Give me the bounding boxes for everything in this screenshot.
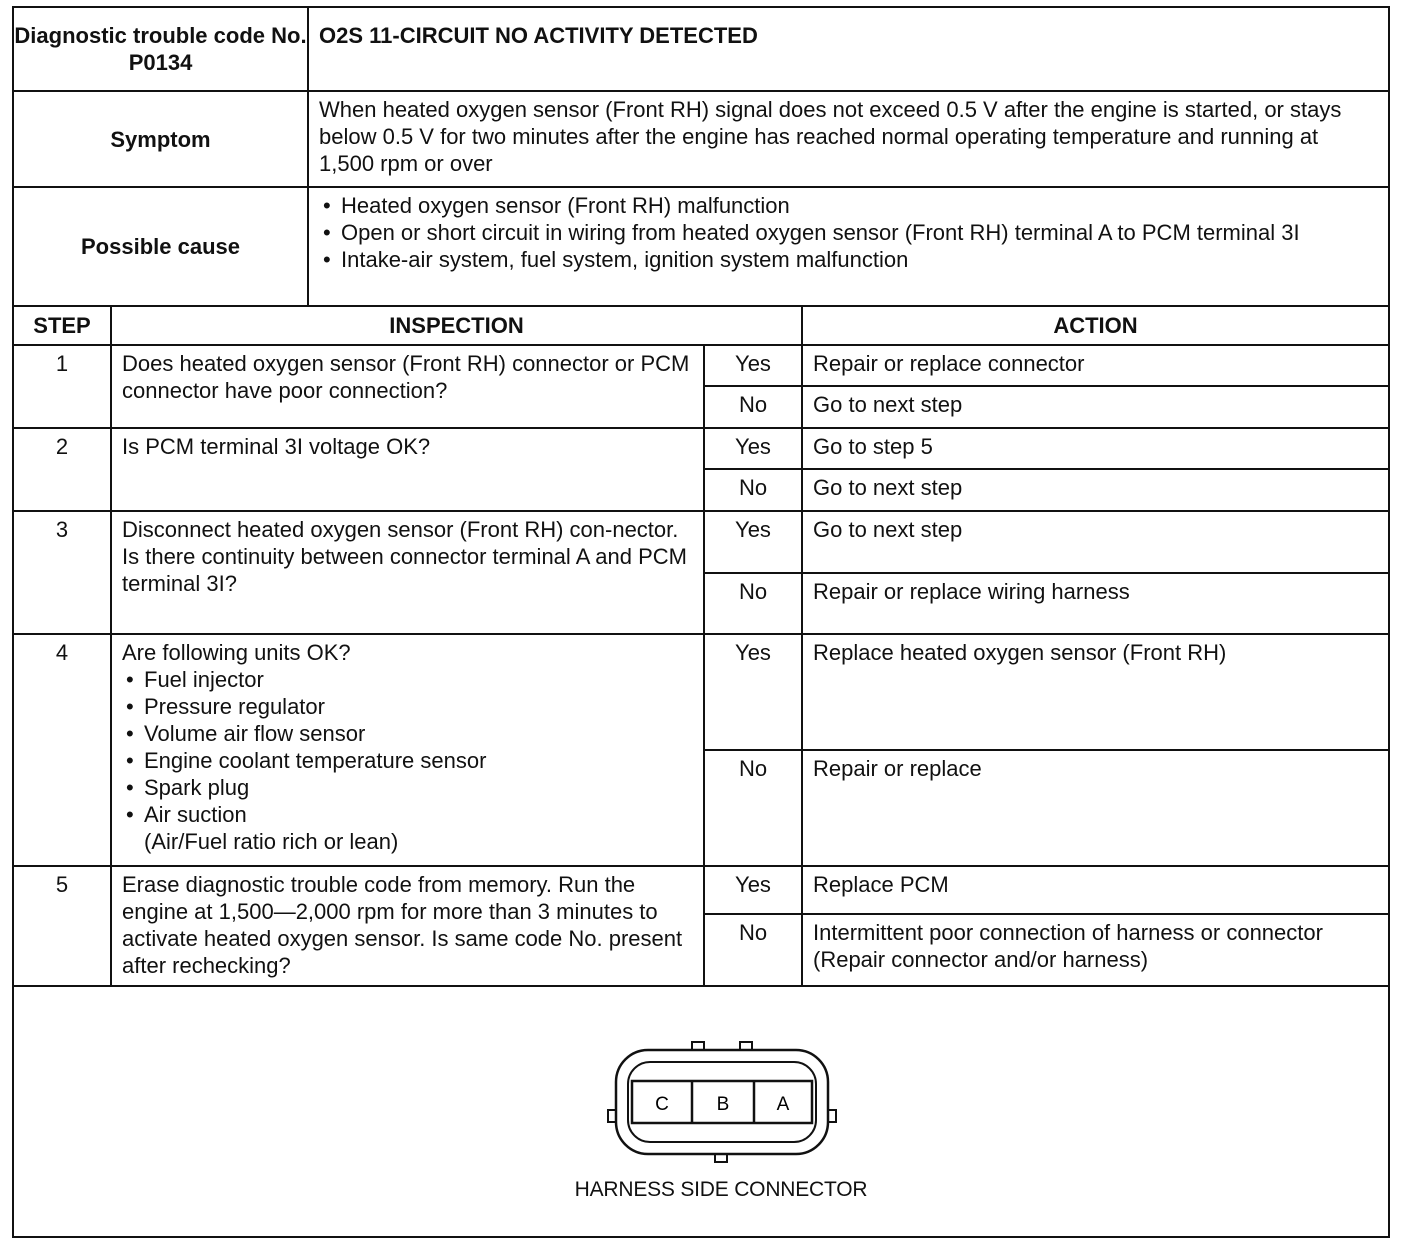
step-row [14, 866, 1388, 914]
step-number: 3 [14, 511, 111, 634]
dtc-title: O2S 11-CIRCUIT NO ACTIVITY DETECTED [308, 8, 1388, 91]
no-action: Go to next step [802, 469, 1388, 511]
step-row [14, 511, 1388, 573]
unit-item-label: • Air suction [144, 802, 247, 827]
no-action: Repair or replace [802, 750, 1388, 866]
yes-action: Repair or replace connector [802, 345, 1388, 386]
step-row [14, 428, 1388, 469]
symptom-label: Symptom [14, 91, 308, 187]
unit-item: • Volume air flow sensor [122, 720, 693, 747]
connector-caption: HARNESS SIDE CONNECTOR [574, 1178, 868, 1201]
cause-item: • Open or short circuit in wiring from heated oxygen sensor (Front RH) terminal A to PCM terminal 3I [319, 219, 1378, 246]
step-inspection [111, 511, 704, 634]
no-label: No [704, 750, 802, 866]
yes-label: Yes [704, 511, 802, 573]
unit-list [122, 666, 693, 855]
no-label: No [704, 469, 802, 511]
step-inspection [111, 634, 704, 866]
yes-label: Yes [704, 634, 802, 750]
diagnostic-table [14, 8, 1388, 987]
inspection-column-header: INSPECTION [111, 306, 802, 345]
yes-action: Go to step 5 [802, 428, 1388, 469]
yes-action: Replace PCM [802, 866, 1388, 914]
yes-label: Yes [704, 428, 802, 469]
step-row [14, 634, 1388, 750]
no-label: No [704, 914, 802, 986]
no-action: Go to next step [802, 386, 1388, 428]
terminal-label-a: A [776, 1094, 790, 1115]
no-action: Intermittent poor connection of harness or connector (Repair connector and/or harness) [802, 914, 1388, 986]
unit-item: • Pressure regulator [122, 693, 693, 720]
step-inspection-line: Is there continuity between connector terminal A and PCM terminal 3I? [122, 544, 687, 596]
possible-cause-label: Possible cause [14, 187, 308, 306]
dtc-code-label: Diagnostic trouble code No. P0134 [14, 8, 308, 91]
yes-action: Go to next step [802, 511, 1388, 573]
step-row [14, 345, 1388, 386]
symptom-row [14, 91, 1388, 187]
column-header-row [14, 306, 1388, 345]
step-number: 5 [14, 866, 111, 986]
terminal-label-b: B [716, 1094, 730, 1115]
unit-item [122, 801, 693, 855]
step-inspection: Erase diagnostic trouble code from memory. Run the engine at 1,500—2,000 rpm for more than 3 minutes to activate heated oxygen sensor. Is same code No. present after rechecking? [111, 866, 704, 986]
terminal-label-c: C [655, 1094, 669, 1115]
step-inspection-question: Are following units OK? [122, 640, 351, 665]
no-label: No [704, 573, 802, 634]
step-number: 4 [14, 634, 111, 866]
connector-diagram [14, 988, 1388, 1236]
header-row [14, 8, 1388, 91]
cause-item: • Intake-air system, fuel system, ignition system malfunction [319, 246, 1378, 273]
yes-action: Replace heated oxygen sensor (Front RH) [802, 634, 1388, 750]
possible-cause-list [308, 187, 1388, 306]
step-inspection: Is PCM terminal 3I voltage OK? [111, 428, 704, 511]
step-number: 2 [14, 428, 111, 511]
unit-item: • Engine coolant temperature sensor [122, 747, 693, 774]
possible-cause-row [14, 187, 1388, 306]
action-column-header: ACTION [802, 306, 1388, 345]
step-inspection-line: Disconnect heated oxygen sensor (Front RH) con-nector. [122, 517, 679, 542]
diagnostic-sheet [12, 6, 1390, 1238]
step-column-header: STEP [14, 306, 111, 345]
unit-item: • Spark plug [122, 774, 693, 801]
yes-label: Yes [704, 866, 802, 914]
harness-connector-illustration [604, 1038, 844, 1168]
unit-item: • Fuel injector [122, 666, 693, 693]
step-inspection: Does heated oxygen sensor (Front RH) connector or PCM connector have poor connection? [111, 345, 704, 428]
step-number: 1 [14, 345, 111, 428]
no-label: No [704, 386, 802, 428]
unit-item-note: (Air/Fuel ratio rich or lean) [144, 829, 399, 854]
yes-label: Yes [704, 345, 802, 386]
no-action: Repair or replace wiring harness [802, 573, 1388, 634]
symptom-text: When heated oxygen sensor (Front RH) signal does not exceed 0.5 V after the engine is started, or stays below 0.5 V for two minutes after the engine has reached normal operating temperature and running at 1,500 rpm or over [308, 91, 1388, 187]
cause-item: • Heated oxygen sensor (Front RH) malfunction [319, 192, 1378, 219]
